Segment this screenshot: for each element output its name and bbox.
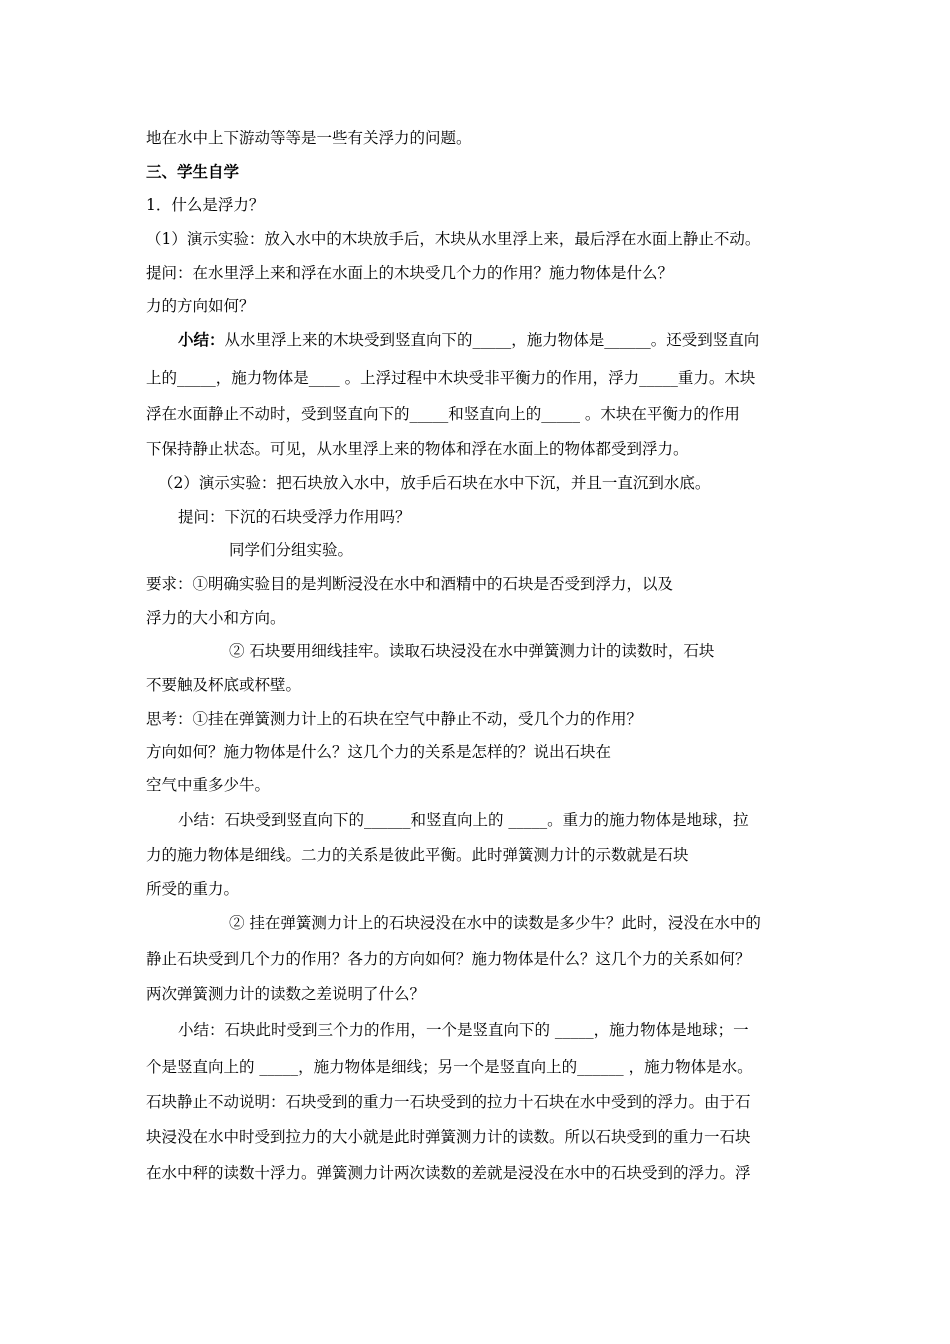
- text-line: 个是竖直向上的 _____，施力物体是细线；另一个是竖直向上的______ ，施力物体是水。: [146, 1058, 753, 1076]
- text-line: 两次弹簧测力计的读数之差说明了什么？: [146, 985, 426, 1003]
- text-line: 在水中秤的读数十浮力。弹簧测力计两次读数的差就是浸没在水中的石块受到的浮力。浮: [146, 1164, 751, 1182]
- text-line: 1．什么是浮力？: [146, 196, 265, 214]
- text-line: （2）演示实验：把石块放入水中，放手后石块在水中下沉，并且一直沉到水底。: [158, 474, 711, 492]
- text-line: 力的施力物体是细线。二力的关系是彼此平衡。此时弹簧测力计的示数就是石块: [146, 846, 689, 864]
- text-line: ② 挂在弹簧测力计上的石块浸没在水中的读数是多少牛？此时，浸没在水中的: [229, 914, 761, 932]
- text-line: 地在水中上下游动等等是一些有关浮力的问题。: [146, 129, 472, 147]
- section-heading: 三、学生自学: [146, 162, 240, 181]
- text-line: （1）演示实验：放入水中的木块放手后，木块从水里浮上来，最后浮在水面上静止不动。: [146, 230, 761, 248]
- text-line: 提问：下沉的石块受浮力作用吗？: [178, 508, 411, 526]
- text-line: 小结：石块此时受到三个力的作用，一个是竖直向下的 _____，施力物体是地球；一: [178, 1021, 749, 1039]
- text-line: 静止石块受到几个力的作用？各力的方向如何？施力物体是什么？这几个力的关系如何？: [146, 950, 751, 968]
- text-line: 上的_____，施力物体是____ 。上浮过程中木块受非平衡力的作用，浮力_____重力。木块: [146, 369, 756, 387]
- text-line: 所受的重力。: [146, 880, 240, 898]
- text-line: 块浸没在水中时受到拉力的大小就是此时弹簧测力计的读数。所以石块受到的重力一石块: [146, 1128, 751, 1146]
- text-line: 思考：①挂在弹簧测力计上的石块在空气中静止不动，受几个力的作用？: [146, 710, 643, 728]
- text-line: 提问：在水里浮上来和浮在水面上的木块受几个力的作用？施力物体是什么？: [146, 264, 674, 282]
- text-line: ② 石块要用细线挂牢。读取石块浸没在水中弹簧测力计的读数时，石块: [229, 642, 715, 660]
- text-line: 同学们分组实验。: [229, 541, 354, 559]
- text-line: 方向如何？施力物体是什么？这几个力的关系是怎样的？说出石块在: [146, 743, 612, 761]
- text-line: 空气中重多少牛。: [146, 776, 271, 794]
- text-line: 小结：石块受到竖直向下的______和竖直向上的 _____。重力的施力物体是地球，拉: [178, 811, 749, 829]
- text-line: 浮在水面静止不动时，受到竖直向下的_____和竖直向上的_____ 。木块在平衡力的作用: [146, 405, 740, 423]
- summary-label: 小结：: [178, 330, 225, 349]
- summary-line: [178, 330, 759, 350]
- text-line: 不要触及杯底或杯壁。: [146, 676, 302, 694]
- text-line: 浮力的大小和方向。: [146, 609, 286, 627]
- text-line: 下保持静止状态。可见，从水里浮上来的物体和浮在水面上的物体都受到浮力。: [146, 440, 689, 458]
- text-line: 要求：①明确实验目的是判断浸没在水中和酒精中的石块是否受到浮力，以及: [146, 575, 674, 593]
- text-line: 力的方向如何？: [146, 297, 255, 315]
- text-line: 石块静止不动说明：石块受到的重力一石块受到的拉力十石块在水中受到的浮力。由于石: [146, 1093, 751, 1111]
- summary-text: 从水里浮上来的木块受到竖直向下的_____，施力物体是______。还受到竖直向: [224, 331, 760, 349]
